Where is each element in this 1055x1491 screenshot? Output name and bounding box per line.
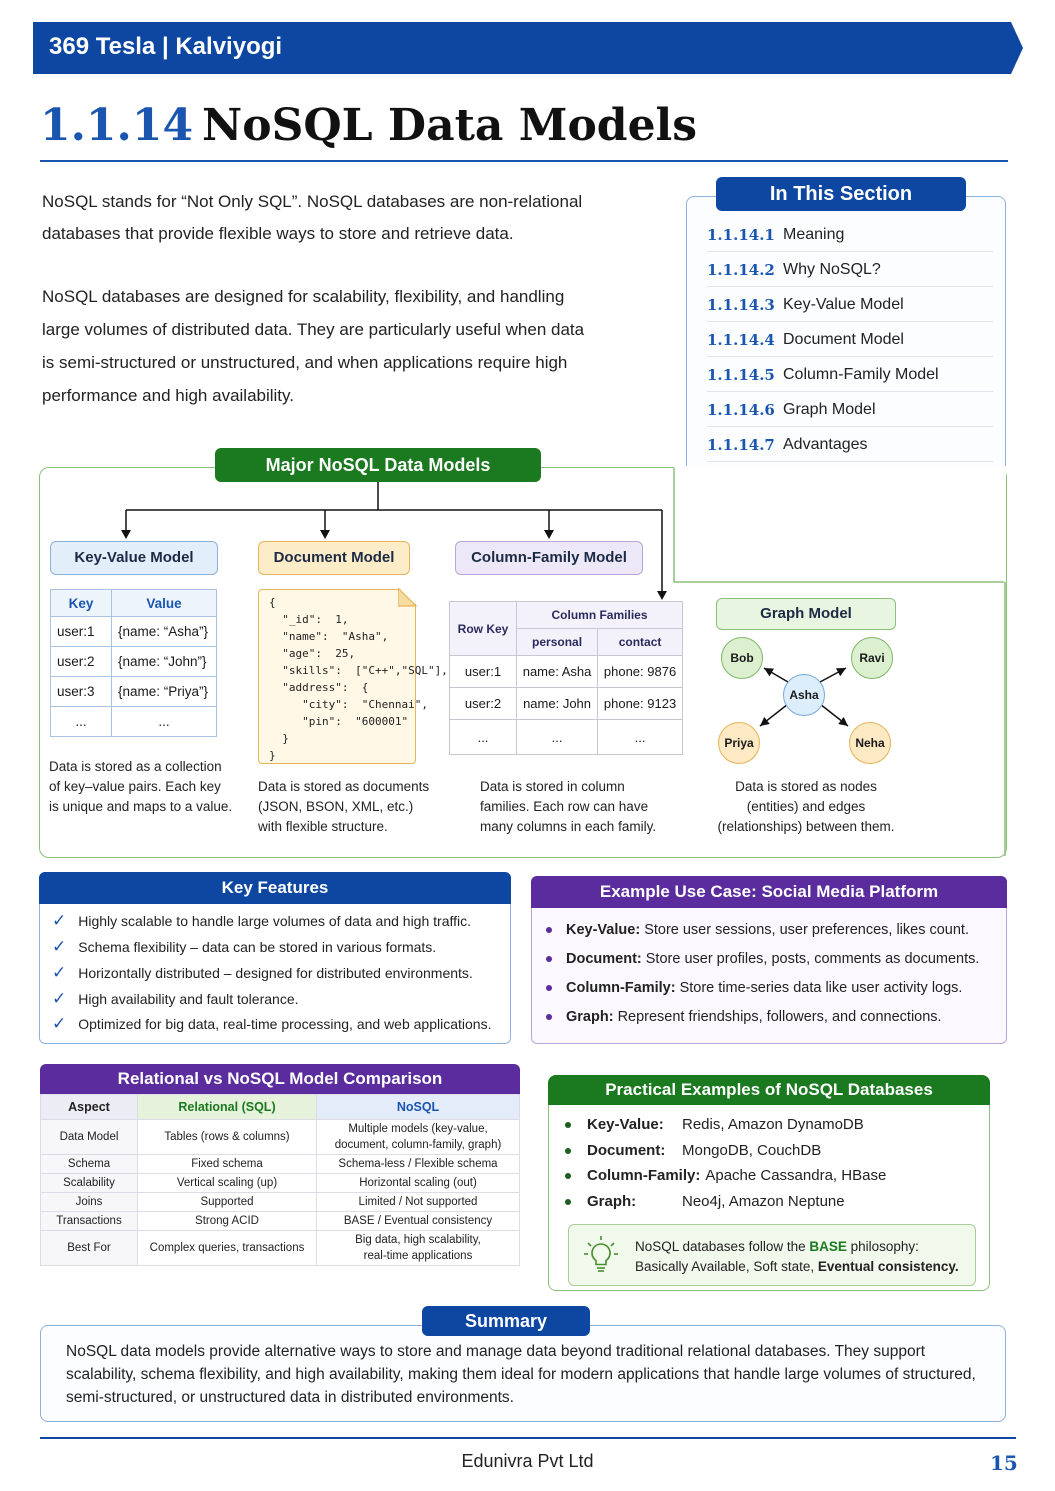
table-cell: ... [51, 707, 112, 737]
bullet-icon [546, 985, 552, 991]
comparison-title: Relational vs NoSQL Model Comparison [40, 1064, 520, 1094]
column-header: Aspect [41, 1095, 138, 1120]
toc-item-number: 1.1.14.1 [707, 226, 775, 244]
table-cell: ... [450, 720, 517, 755]
page-number: 15 [990, 1451, 1018, 1475]
use-case-value: Represent friendships, followers, and connections. [617, 1009, 942, 1025]
key-features-title: Key Features [39, 872, 511, 904]
tip-line-1 [635, 1237, 959, 1257]
feature-item [52, 1014, 491, 1034]
example-item [565, 1193, 845, 1210]
table-row [41, 1212, 520, 1231]
caption-line: is unique and maps to a value. [49, 799, 233, 814]
table-cell: name: John [517, 688, 598, 720]
check-icon: ✓ [52, 989, 67, 1008]
table-row [41, 1120, 520, 1155]
table-cell: Tables (rows & columns) [138, 1120, 317, 1155]
feature-text: Horizontally distributed – designed for distributed environments. [78, 965, 473, 981]
graph-node-ravi: Ravi [851, 637, 893, 679]
column-header: Row Key [450, 602, 517, 656]
table-cell: phone: 9123 [598, 688, 683, 720]
table-cell: Complex queries, transactions [138, 1231, 317, 1266]
bullet-icon [565, 1148, 571, 1154]
graph-caption [716, 777, 896, 837]
feature-item [52, 989, 299, 1009]
summary-text: NoSQL data models provide alternative ways to store and manage data beyond traditional relational databases. They support scalability, schema flexibility, and high availability, making them ideal for modern applications that handle large volumes of structured, semi-structured, or unstructured data in distributed environments. [66, 1343, 976, 1406]
document-title: Document Model [258, 541, 410, 575]
table-cell: name: Asha [517, 656, 598, 688]
table-cell: Joins [41, 1193, 138, 1212]
example-value: Redis, Amazon DynamoDB [682, 1116, 864, 1133]
example-value: Apache Cassandra, HBase [705, 1167, 887, 1184]
bullet-icon [565, 1199, 571, 1205]
tip-text-part: Basically Available, Soft state, [635, 1259, 818, 1274]
key-value-table [50, 589, 217, 737]
column-header: Column Families [517, 602, 683, 629]
toc-item-label: Why NoSQL? [783, 261, 881, 278]
table-cell: ... [598, 720, 683, 755]
table-cell: Supported [138, 1193, 317, 1212]
use-case-key: Column-Family: [566, 980, 676, 996]
table-cell: ... [517, 720, 598, 755]
caption-line: of key–value pairs. Each key [49, 779, 221, 794]
bullet-icon [565, 1122, 571, 1128]
use-case-item [546, 951, 979, 967]
tip-text [635, 1237, 959, 1277]
tip-text-part: NoSQL databases follow the [635, 1239, 810, 1254]
check-icon: ✓ [52, 963, 67, 982]
models-title: Major NoSQL Data Models [215, 448, 541, 482]
feature-text: Highly scalable to handle large volumes of data and high traffic. [78, 913, 472, 929]
caption-line: (entities) and edges [746, 799, 866, 814]
table-cell: phone: 9876 [598, 656, 683, 688]
key-value-caption [49, 757, 232, 817]
use-case-item [546, 1009, 942, 1025]
column-header: NoSQL [317, 1095, 520, 1120]
table-cell: user:1 [450, 656, 517, 688]
column-family-table [449, 601, 683, 755]
use-case-value: Store time-series data like user activity logs. [679, 980, 963, 996]
table-row [51, 617, 217, 647]
table-cell: Data Model [41, 1120, 138, 1155]
use-case-value: Store user sessions, user preferences, likes count. [644, 922, 969, 938]
caption-line: (JSON, BSON, XML, etc.) [258, 799, 414, 814]
intro-line: large volumes of distributed data. They are particularly useful when data [42, 320, 585, 339]
column-header: personal [517, 629, 598, 656]
banner-title: 369 Tesla | Kalviyogi [49, 33, 283, 60]
table-cell: Scalability [41, 1174, 138, 1193]
table-cell: user:2 [450, 688, 517, 720]
tip-emphasis: Eventual consistency. [817, 1259, 959, 1274]
table-cell: Horizontal scaling (out) [317, 1174, 520, 1193]
comparison-table [40, 1094, 520, 1266]
intro-line: databases that provide flexible ways to store and retrieve data. [42, 224, 514, 243]
document-fold-icon [398, 588, 418, 608]
example-item [565, 1142, 821, 1159]
bullet-icon [565, 1173, 571, 1179]
footer-company: Edunivra Pvt Ltd [461, 1451, 594, 1471]
bullet-icon [546, 927, 552, 933]
intro-line: performance and high availability. [42, 386, 294, 405]
table-cell: Fixed schema [138, 1155, 317, 1174]
graph-node-priya: Priya [718, 722, 760, 764]
column-family-title: Column-Family Model [455, 541, 643, 575]
graph-node-neha: Neha [849, 722, 891, 764]
feature-text: Optimized for big data, real-time processing, and web applications. [78, 1016, 492, 1032]
example-item [565, 1167, 886, 1184]
tip-emphasis: BASE [809, 1239, 847, 1254]
key-value-title: Key-Value Model [50, 541, 218, 575]
feature-item [52, 937, 436, 957]
example-value: Neo4j, Amazon Neptune [682, 1193, 845, 1210]
caption-line: Data is stored in column [480, 779, 625, 794]
example-key: Document: [587, 1142, 666, 1159]
table-cell: Big data, high scalability, real-time applications [317, 1231, 520, 1266]
use-case-key: Document: [566, 951, 642, 967]
page-title: NoSQL Data Models [202, 100, 698, 151]
toc-item-number: 1.1.14.6 [707, 401, 775, 419]
summary-title: Summary [422, 1306, 590, 1336]
toc-item-label: Document Model [783, 331, 904, 348]
feature-text: Schema flexibility – data can be stored in various formats. [78, 939, 437, 955]
table-row [41, 1174, 520, 1193]
toc-item-number: 1.1.14.2 [707, 261, 775, 279]
table-cell: Best For [41, 1231, 138, 1266]
toc-item-label: Graph Model [783, 401, 876, 418]
table-row [450, 688, 683, 720]
feature-item [52, 911, 471, 931]
caption-line: Data is stored as nodes [735, 779, 877, 794]
table-cell: user:1 [51, 617, 112, 647]
toc-item-number: 1.1.14.7 [707, 436, 775, 454]
table-cell: {name: “Priya”} [112, 677, 217, 707]
use-case-item [546, 922, 969, 938]
toc-item-label: Advantages [783, 436, 868, 453]
table-cell: user:2 [51, 647, 112, 677]
table-cell: ... [112, 707, 217, 737]
column-header: contact [598, 629, 683, 656]
intro-line: NoSQL databases are designed for scalability, flexibility, and handling [42, 287, 565, 306]
base-tip [568, 1224, 976, 1286]
use-case-key: Graph: [566, 1009, 614, 1025]
caption-line: Data is stored as a collection [49, 759, 222, 774]
example-key: Key-Value: [587, 1116, 664, 1133]
use-case-key: Key-Value: [566, 922, 641, 938]
table-cell: Schema [41, 1155, 138, 1174]
toc-item-label: Meaning [783, 226, 845, 243]
use-case-title: Example Use Case: Social Media Platform [531, 876, 1007, 908]
tip-text-part: philosophy: [846, 1239, 919, 1254]
table-cell: Transactions [41, 1212, 138, 1231]
caption-line: families. Each row can have [480, 799, 649, 814]
caption-line: (relationships) between them. [717, 819, 895, 834]
use-case-value: Store user profiles, posts, comments as documents. [645, 951, 980, 967]
document-json: { "_id": 1, "name": "Asha", "age": 25, "skills": ["C++","SQL"], "address": { "city": "Chennai", "pin": "600001" } } [258, 589, 416, 764]
table-row [41, 1231, 520, 1266]
graph-node-bob: Bob [721, 637, 763, 679]
caption-line: with flexible structure. [258, 819, 388, 834]
use-case-item [546, 980, 962, 996]
caption-line: Data is stored as documents [258, 779, 430, 794]
document-caption [258, 777, 429, 837]
table-row [450, 720, 683, 755]
column-header: Value [112, 590, 217, 617]
toc-item-number: 1.1.14.4 [707, 331, 775, 349]
table-row [41, 1193, 520, 1212]
check-icon: ✓ [52, 937, 67, 956]
check-icon: ✓ [52, 1014, 67, 1033]
column-header: Relational (SQL) [138, 1095, 317, 1120]
toc-item-label: Column-Family Model [783, 366, 939, 383]
table-cell: Vertical scaling (up) [138, 1174, 317, 1193]
table-cell: Multiple models (key-value, document, column-family, graph) [317, 1120, 520, 1155]
table-row [51, 647, 217, 677]
table-row [51, 677, 217, 707]
intro-line: NoSQL stands for “Not Only SQL”. NoSQL databases are non-relational [42, 192, 583, 211]
table-row [450, 656, 683, 688]
example-item [565, 1116, 864, 1133]
table-row [51, 707, 217, 737]
column-family-caption [480, 777, 656, 837]
table-row [41, 1155, 520, 1174]
graph-title: Graph Model [716, 598, 896, 630]
toc-item-number: 1.1.14.3 [707, 296, 775, 314]
tip-line-2 [635, 1257, 959, 1277]
feature-item [52, 963, 473, 983]
example-value: MongoDB, CouchDB [682, 1142, 822, 1159]
toc-title: In This Section [716, 177, 966, 211]
intro-line: is semi-structured or unstructured, and when applications require high [42, 353, 568, 372]
examples-title: Practical Examples of NoSQL Databases [548, 1075, 990, 1105]
column-header: Key [51, 590, 112, 617]
graph-node-asha: Asha [783, 674, 825, 716]
table-cell: {name: “Asha”} [112, 617, 217, 647]
bullet-icon [546, 1014, 552, 1020]
toc-item-label: Key-Value Model [783, 296, 904, 313]
table-cell: user:3 [51, 677, 112, 707]
section-number: 1.1.14 [40, 100, 194, 151]
bullet-icon [546, 956, 552, 962]
caption-line: many columns in each family. [480, 819, 657, 834]
footer-divider [40, 1437, 1016, 1439]
example-key: Graph: [587, 1193, 637, 1210]
lightbulb-icon [583, 1235, 619, 1275]
table-cell: Limited / Not supported [317, 1193, 520, 1212]
table-cell: BASE / Eventual consistency [317, 1212, 520, 1231]
table-cell: Strong ACID [138, 1212, 317, 1231]
feature-text: High availability and fault tolerance. [78, 991, 299, 1007]
check-icon: ✓ [52, 911, 67, 930]
table-cell: {name: “John”} [112, 647, 217, 677]
table-cell: Schema-less / Flexible schema [317, 1155, 520, 1174]
toc-item-number: 1.1.14.5 [707, 366, 775, 384]
example-key: Column-Family: [587, 1167, 701, 1184]
